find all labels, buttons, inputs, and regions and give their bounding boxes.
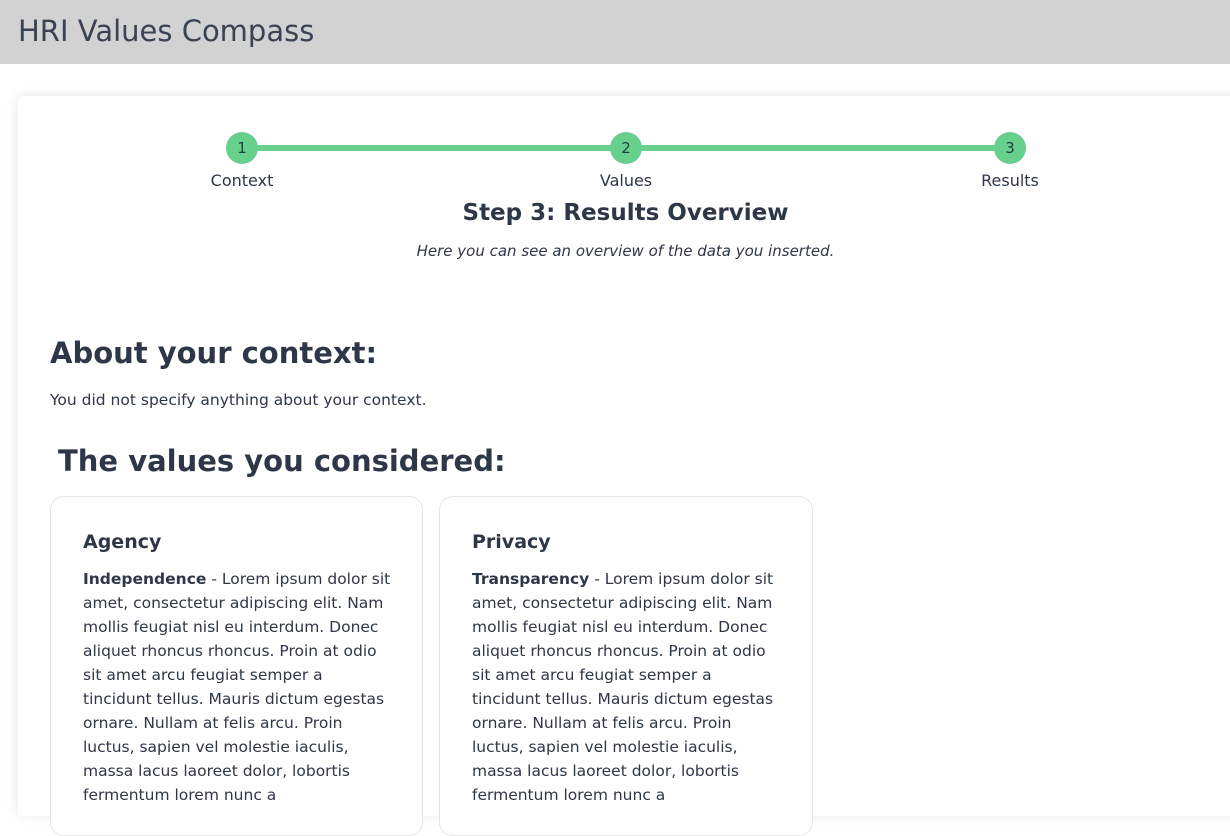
step-title: Step 3: Results Overview xyxy=(462,200,789,226)
step-connector-1-2 xyxy=(242,145,626,151)
step-1-label: Context xyxy=(210,171,274,190)
value-description: - Lorem ipsum dolor sit amet, consectetur adipiscing elit. Nam mollis feugiat nisl eu interdum. Donec aliquet rhoncus rhoncus. Proin at odio sit amet arcu feugiat semper a tincidunt tellus. Mauris dictum egestas ornare. Nullam at felis arcu. Proin luctus, sapien vel molestie iaculis, massa lacus laoreet dolor, lobortis fermentum lorem nunc a xyxy=(472,570,774,804)
values-heading: The values you considered: xyxy=(58,444,506,478)
step-2-circle[interactable]: 2 xyxy=(610,132,642,164)
value-card-body xyxy=(472,567,784,807)
context-heading: About your context: xyxy=(50,336,378,370)
value-description: - Lorem ipsum dolor sit amet, consectetur adipiscing elit. Nam mollis feugiat nisl eu interdum. Donec aliquet rhoncus rhoncus. Proin at odio sit amet arcu feugiat semper a tincidunt tellus. Mauris dictum egestas ornare. Nullam at felis arcu. Proin luctus, sapien vel molestie iaculis, massa lacus laoreet dolor, lobortis fermentum lorem nunc a xyxy=(83,570,391,804)
step-3-circle[interactable]: 3 xyxy=(994,132,1026,164)
results-card xyxy=(18,96,1230,816)
step-3-label: Results xyxy=(981,171,1039,190)
value-card-body xyxy=(83,567,395,807)
step-subtitle: Here you can see an overview of the data you inserted. xyxy=(416,242,835,260)
top-bar xyxy=(0,0,1230,64)
value-card-agency xyxy=(50,496,423,836)
step-2-label: Values xyxy=(599,171,653,190)
context-text: You did not specify anything about your context. xyxy=(50,391,427,409)
value-term: Transparency xyxy=(472,570,590,588)
step-1-circle[interactable]: 1 xyxy=(226,132,258,164)
value-term: Independence xyxy=(83,570,207,588)
step-connector-2-3 xyxy=(626,145,1010,151)
app-title: HRI Values Compass xyxy=(18,14,315,48)
progress-stepper xyxy=(18,96,1230,206)
value-card-privacy xyxy=(439,496,813,836)
value-card-title: Privacy xyxy=(472,531,551,553)
value-card-title: Agency xyxy=(83,531,162,553)
